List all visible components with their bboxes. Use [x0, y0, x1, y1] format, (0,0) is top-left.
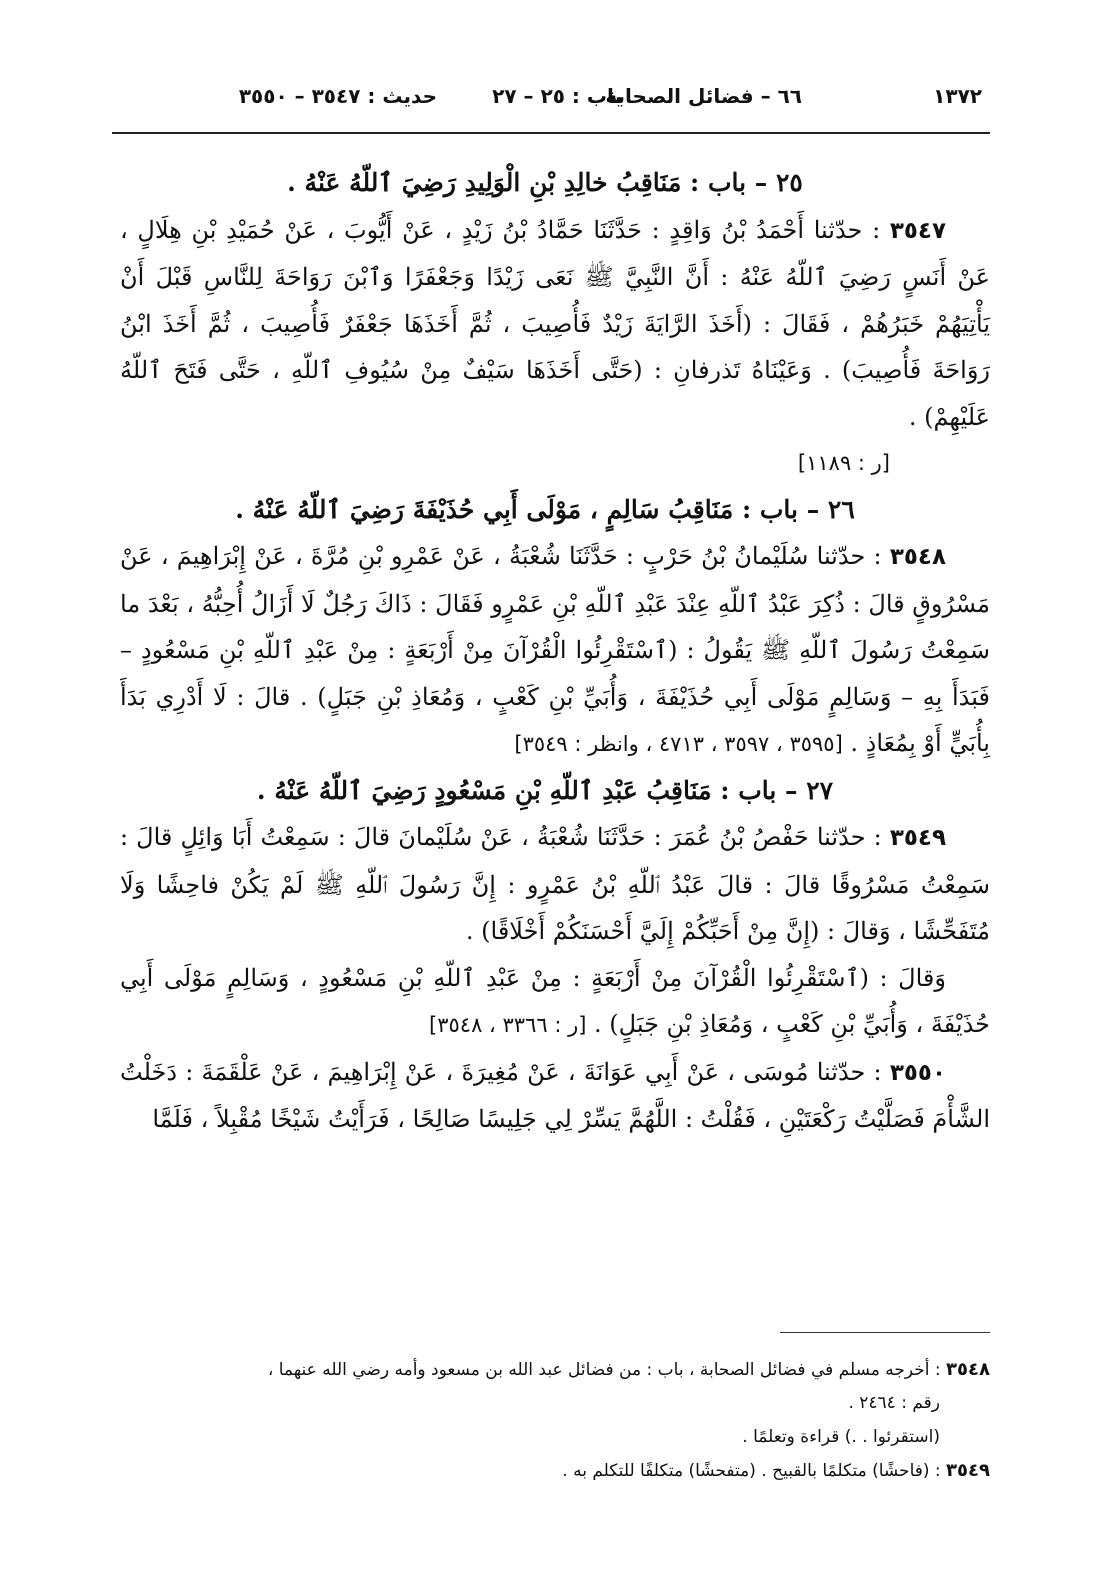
- hadith-number: ٣٥٤٩: [889, 825, 946, 851]
- footnote-3548-line3: (استقرئوا . .) قراءة وتعلمًا .: [742, 1426, 940, 1447]
- header-rule: [112, 132, 990, 134]
- footnote-number: ٣٥٤٨: [946, 1359, 990, 1380]
- footnote-rule: [780, 1332, 990, 1333]
- footnote-number: ٣٥٤٩: [946, 1459, 990, 1481]
- hadith-reference: [ر : ١١٨٩]: [797, 451, 890, 475]
- hadith-number: ٣٥٤٨: [889, 544, 946, 570]
- hadith-text: : حدّثنا حَفْصُ بْنُ عُمَرَ : حَدَّثَنَا شُعْبَةُ ، عَنْ سُلَيْمانَ قالَ : سَمِعْتُ أَبَا وَائِلٍ قالَ : سَمِعْتُ مَسْرُوقًا قالَ : قالَ عَبْدُ ٱللّهِ بْنُ عَمْرٍو : إِنَّ رَسُولَ ٱللّهِ ﷺ لَمْ يَكُنْ فاحِشًا وَلَا مُتَفَحِّشًا ، وَقالَ : (إِنَّ مِنْ أَحَبِّكُمْ إِلَيَّ أَحْسَنَكُمْ أَخْلَاقًا) .: [120, 823, 990, 945]
- footnote-3548-line2: رقم : ٢٤٦٤ .: [848, 1393, 940, 1414]
- hadith-text: : حدّثنا سُلَيْمانُ بْنُ حَرْبٍ : حَدَّثَنَا شُعْبَةُ ، عَنْ عَمْرِو بْنِ مُرَّةَ ، عَنْ إِبْرَاهِيمَ ، عَنْ مَسْرُوقٍ قالَ : ذُكِرَ عَبْدُ ٱللّهِ عِنْدَ عَبْدِ ٱللّهِ بْنِ عَمْرٍو فَقَالَ : ذَاكَ رَجُلٌ لَا أَزَالُ أُحِبُّهُ ، بَعْدَ ما سَمِعْتُ رَسُولَ ٱللّهِ ﷺ يَقُولُ : (ٱسْتَقْرِئُوا الْقُرْآنَ مِنْ أَرْبَعَةٍ : مِنْ عَبْدِ ٱللّهِ بْنِ مَسْعُودٍ – فَبَدَأَ بِهِ – وَسَالِمٍ مَوْلَى أَبِي حُذَيْفَةَ ، وَأُبَيِّ بْنِ كَعْبٍ ، وَمُعَاذِ بْنِ جَبَلٍ) . قالَ : لَا أَدْرِي بَدَأَ بِأُبَيٍّ أَوْ بِمُعَاذٍ .: [120, 542, 990, 757]
- footnote-3549: [120, 1454, 990, 1488]
- hadith-3549: [120, 814, 990, 955]
- bab-range: باب : ٢٥ – ٢٧: [492, 84, 622, 108]
- footnote-3548: [120, 1353, 990, 1387]
- book-title: ٦٦ – فضائل الصحابة: [605, 84, 802, 108]
- bab-title-25: ٢٥ – باب : مَنَاقِبُ خالِدِ بْنِ الْوَلِيدِ رَضِيَ ٱللّهُ عَنْهُ .: [287, 168, 803, 197]
- bab-title-26: ٢٦ – باب : مَنَاقِبُ سَالِمٍ ، مَوْلَى أَبِي حُذَيْفَةَ رَضِيَ ٱللّهُ عَنْهُ .: [235, 494, 855, 524]
- running-header: [204, 84, 982, 114]
- hadith-3550: [120, 1049, 990, 1143]
- hadith-text: وَقالَ : (ٱسْتَقْرِئُوا الْقُرْآنَ مِنْ أَرْبَعَةٍ : مِنْ عَبْدِ ٱللّهِ بْنِ مَسْعُودٍ ، وَسَالِمٍ مَوْلَى أَبِي حُذَيْفَةَ ، وَأُبَيِّ بْنِ كَعْبٍ ، وَمُعَاذِ بْنِ جَبَلٍ) .: [120, 963, 990, 1038]
- hadith-reference: [٣٥٩٥ ، ٣٥٩٧ ، ٤٧١٣ ، وانظر : ٣٥٤٩]: [514, 732, 843, 756]
- hadith-3547: [120, 207, 990, 441]
- footnotes: [120, 1353, 990, 1488]
- footnote-text: : أخرجه مسلم في فضائل الصحابة ، باب : من فضائل عبد الله بن مسعود وأمه رضي الله عنهما ،: [267, 1360, 941, 1380]
- page-number: ١٣٧٢: [933, 84, 982, 108]
- bab-title-27: ٢٧ – باب : مَنَاقِبُ عَبْدِ ٱللّهِ بْنِ مَسْعُودٍ رَضِيَ ٱللّهُ عَنْهُ .: [256, 775, 834, 805]
- footnote-text: : (فاحشًا) متكلمًا بالقبيح . (متفحشًا) متكلفًا للتكلم به .: [562, 1460, 941, 1481]
- hadith-range: حديث : ٣٥٤٧ – ٣٥٥٠: [238, 84, 437, 108]
- hadith-text: : حدّثنا أَحْمَدُ بْنُ وَاقِدٍ : حَدَّثَنَا حَمَّادُ بْنُ زَيْدٍ ، عَنْ أَيُّوبَ ، عَنْ حُمَيْدِ بْنِ هِلَالٍ ، عَنْ أَنَسٍ رَضِيَ ٱللّهُ عَنْهُ : أَنَّ النَّبِيَّ ﷺ نَعَى زَيْدًا وَجَعْفَرًا وَٱبْنَ رَوَاحَةَ لِلنَّاسِ قَبْلَ أَنْ يَأْتِيَهُمْ خَبَرُهُمْ ، فَقَالَ : (أَخَذَ الرَّايَةَ زَيْدٌ فَأُصِيبَ ، ثُمَّ أَخَذَهَا جَعْفَرٌ فَأُصِيبَ ، ثُمَّ أَخَذَ ابْنُ رَوَاحَةَ فَأُصِيبَ) . وَعَيْنَاهُ تَذرفانِ : (حَتَّى أَخَذَهَا سَيْفٌ مِنْ سُيُوفِ ٱللّهِ ، حَتَّى فَتَحَ ٱللّهُ عَلَيْهِمْ) .: [120, 215, 990, 431]
- hadith-number: ٣٥٥٠: [889, 1059, 946, 1086]
- main-text: [120, 160, 990, 1143]
- hadith-number: ٣٥٤٧: [889, 217, 946, 244]
- hadith-reference: [ر : ٣٣٦٦ ، ٣٥٤٨]: [429, 1013, 587, 1037]
- hadith-3548: [120, 533, 990, 768]
- hadith-3549-continuation: [120, 955, 990, 1049]
- hadith-text: : حدّثنا مُوسَى ، عَنْ أَبِي عَوَانَةَ ، عَنْ مُغِيرَةَ ، عَنْ إِبْرَاهِيمَ ، عَنْ عَلْقَمَةَ : دَخَلْتُ الشَّأْمَ فَصَلَّيْتُ رَكْعَتَيْنِ ، فَقُلْتُ : اللَّهُمَّ يَسِّرْ لِي جَلِيسًا صَالِحًا ، فَرَأَيْتُ شَيْخًا مُقْبِلاً ، فَلَمَّا: [120, 1057, 990, 1133]
